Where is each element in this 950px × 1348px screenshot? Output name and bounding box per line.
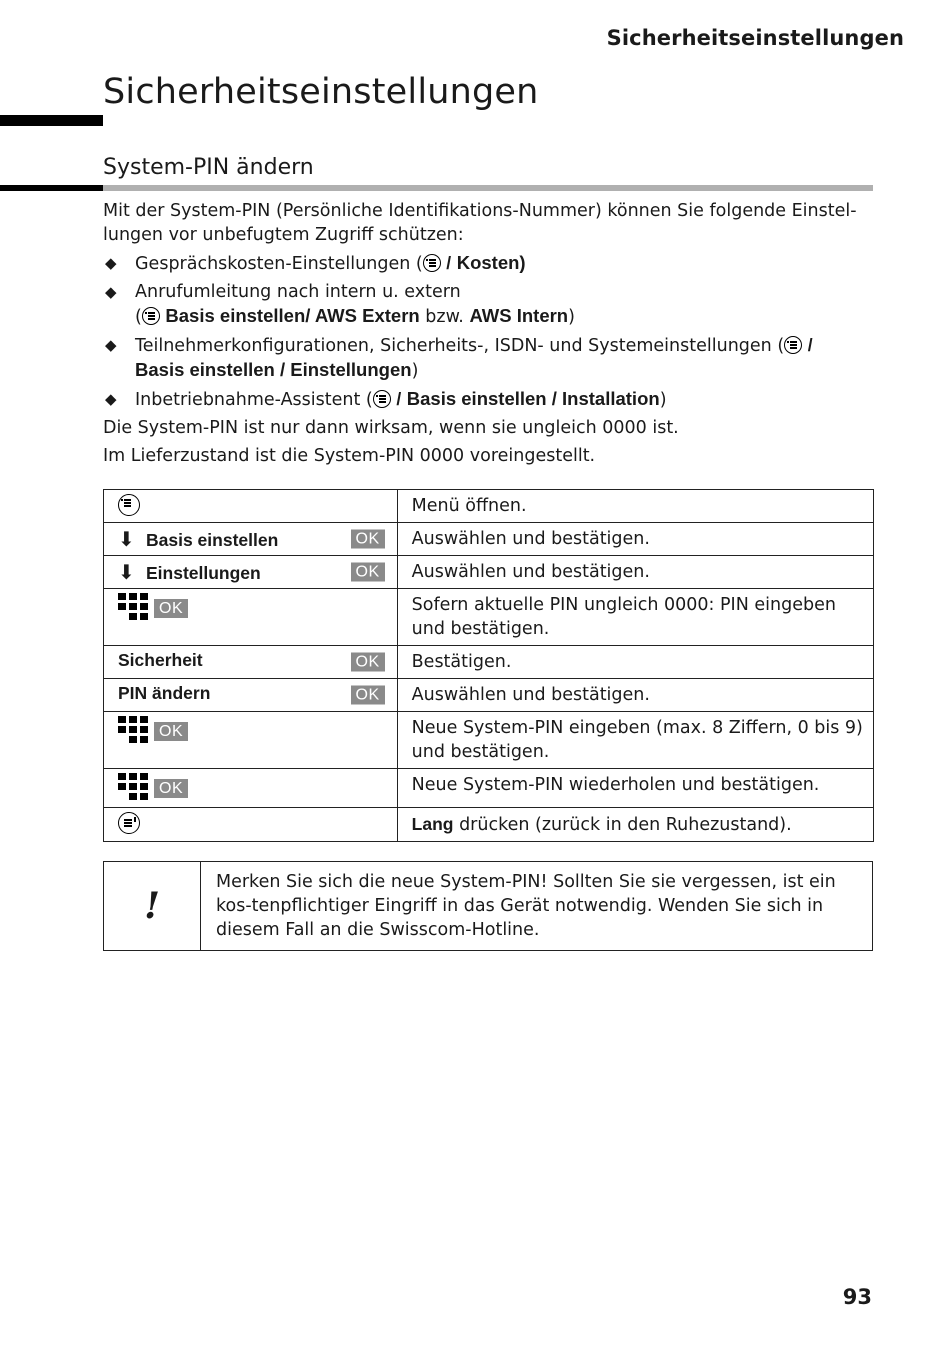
step-action [104,556,398,589]
page-number: 93 [842,1285,872,1309]
bullet-text: Gesprächskosten-Einstellungen ( [135,254,423,274]
path-separator: / [396,389,402,409]
ok-key: OK [154,779,188,798]
menu-key-icon [784,336,802,354]
ok-key: OK [351,530,385,549]
menu-key-icon [373,390,391,408]
ok-key: OK [351,563,385,582]
body-text [103,199,873,472]
section-rule-grey [103,185,873,191]
menu-path: Kosten) [456,252,526,273]
exclamation-icon: ! [104,862,201,950]
section-title: System-PIN ändern [103,155,314,180]
list-item: ◆ Teilnehmerkonfigurationen, Sicherheits-, ISDN- und Systemeinstellungen ( / Basis einstellen / Einstellungen) [105,335,813,381]
list-item [103,251,873,276]
keypad-icon [118,773,148,803]
path-separator: / [446,253,452,273]
bullet-text: bzw. [425,307,464,327]
step-action [104,523,398,556]
warning-note [103,861,873,951]
path-separator: / [807,335,813,355]
step-description: Neue System-PIN eingeben (max. 8 Ziffern, 0 bis 9) und bestätigen. [397,712,873,769]
diamond-bullet-icon: ◆ [105,390,117,408]
paragraph: Die System-PIN ist nur dann wirksam, wenn sie ungleich 0000 ist. [103,418,679,438]
bullet-text: Teilnehmerkonfigurationen, Sicherheits-, ISDN- und Systemeinstellungen ( [135,336,785,356]
step-description: Neue System-PIN wiederholen und bestätigen. [397,769,873,808]
menu-key-icon [142,307,160,325]
step-description: Auswählen und bestätigen. [397,556,873,589]
diamond-bullet-icon: ◆ [105,283,117,301]
step-description: Bestätigen. [397,646,873,679]
steps-table [103,489,874,842]
ok-key: OK [154,599,188,618]
step-action [104,769,398,808]
arrow-down-icon: ⬇ [118,560,135,584]
menu-entry: Basis einstellen [146,530,279,550]
step-action [104,679,398,712]
step-description: Auswählen und bestätigen. [397,679,873,712]
keypad-icon [118,716,148,746]
step-description: Menü öffnen. [397,490,873,523]
list-item: ◆ Anrufumleitung nach intern u. extern ( Basis einstellen/ AWS Extern bzw. AWS Intern) [105,282,575,327]
paragraph: Im Lieferzustand ist die System-PIN 0000 voreingestellt. [103,446,596,466]
ok-key: OK [351,653,385,672]
step-action [104,589,398,646]
keypad-icon [118,593,148,623]
step-description [397,808,873,842]
diamond-bullet-icon: ◆ [105,336,117,354]
table-row [104,589,874,646]
step-action [104,646,398,679]
table-row [104,556,874,589]
step-action [104,808,398,842]
step-action [104,490,398,523]
running-header: Sicherheitseinstellungen [606,26,904,50]
menu-path: Basis einstellen/ AWS Extern [165,305,420,326]
menu-key-icon [118,494,140,516]
menu-key-icon [423,254,441,272]
diamond-bullet-icon: ◆ [105,254,117,272]
step-action [104,712,398,769]
table-row [104,769,874,808]
table-row [104,712,874,769]
note-text: Merken Sie sich die neue System-PIN! Sollten Sie sie vergessen, ist ein kos-tenpflichtiger Eingriff in das Gerät notwendig. Wenden Sie sich in diesem Fall an die Swisscom-Hotline. [216,872,836,940]
bullet-text: Anrufumleitung nach intern u. extern [135,282,461,302]
end-key-icon [118,812,140,834]
table-row [104,646,874,679]
step-description: Auswählen und bestätigen. [397,523,873,556]
table-row [104,523,874,556]
step-description: Sofern aktuelle PIN ungleich 0000: PIN eingeben und bestätigen. [397,589,873,646]
table-row [104,679,874,712]
menu-path: AWS Intern [469,305,569,326]
table-row [104,490,874,523]
menu-path: Basis einstellen / Einstellungen [135,359,412,380]
menu-entry: Einstellungen [146,563,261,583]
arrow-down-icon: ⬇ [118,527,135,551]
intro-paragraph: Mit der System-PIN (Persönliche Identifikations-Nummer) können Sie folgende Einstel-lungen vor unbefugtem Zugriff schützen: [103,201,857,245]
page-title: Sicherheitseinstellungen [103,72,539,112]
step-description-text: drücken (zurück in den Ruhezustand). [459,815,792,835]
protected-settings-list [103,251,873,412]
long-press-label: Lang [411,814,454,834]
table-row [104,808,874,842]
ok-key: OK [351,686,385,705]
title-rule [0,115,103,126]
menu-entry: Sicherheit [118,650,203,670]
menu-path: Basis einstellen / Installation [406,388,660,409]
menu-entry: PIN ändern [118,683,211,703]
ok-key: OK [154,722,188,741]
section-rule-black [0,185,103,191]
list-item: ◆ Inbetriebnahme-Assistent ( / Basis einstellen / Installation) [105,388,667,410]
bullet-text: Inbetriebnahme-Assistent ( [135,390,373,410]
